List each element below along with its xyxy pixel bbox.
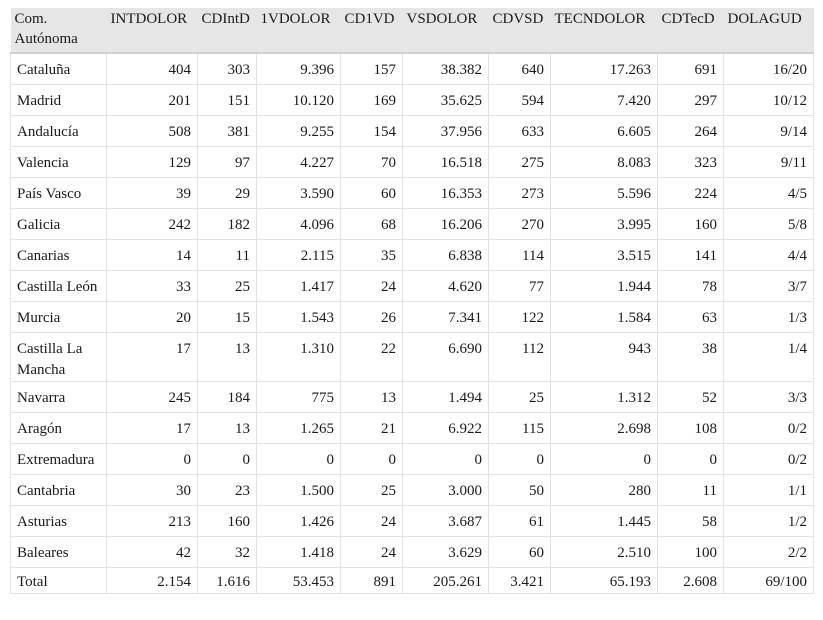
region-cell: Canarias (11, 240, 107, 271)
value-cell: 1.310 (257, 333, 341, 382)
data-table-container (10, 8, 813, 594)
value-cell: 1/4 (724, 333, 814, 382)
value-cell: 1.543 (257, 302, 341, 333)
region-cell: Navarra (11, 382, 107, 413)
value-cell: 50 (489, 475, 551, 506)
value-cell: 201 (107, 85, 198, 116)
value-cell: 6.838 (403, 240, 489, 271)
value-cell: 20 (107, 302, 198, 333)
value-cell: 160 (198, 506, 257, 537)
table-row (11, 444, 814, 475)
value-cell: 32 (198, 537, 257, 568)
value-cell: 0 (489, 444, 551, 475)
value-cell: 270 (489, 209, 551, 240)
region-cell: Aragón (11, 413, 107, 444)
value-cell: 4/4 (724, 240, 814, 271)
table-row (11, 271, 814, 302)
value-cell: 23 (198, 475, 257, 506)
value-cell: 2.154 (107, 568, 198, 594)
value-cell: 60 (489, 537, 551, 568)
data-table (10, 8, 814, 594)
value-cell: 1/2 (724, 506, 814, 537)
value-cell: 63 (658, 302, 724, 333)
region-cell: Cataluña (11, 53, 107, 85)
value-cell: 1.265 (257, 413, 341, 444)
value-cell: 60 (341, 178, 403, 209)
value-cell: 30 (107, 475, 198, 506)
value-cell: 1.944 (551, 271, 658, 302)
value-cell: 141 (658, 240, 724, 271)
value-cell: 6.690 (403, 333, 489, 382)
value-cell: 8.083 (551, 147, 658, 178)
column-header: CDVSD (489, 8, 551, 53)
value-cell: 35 (341, 240, 403, 271)
value-cell: 2.698 (551, 413, 658, 444)
value-cell: 13 (198, 413, 257, 444)
value-cell: 691 (658, 53, 724, 85)
value-cell: 1.616 (198, 568, 257, 594)
value-cell: 6.605 (551, 116, 658, 147)
value-cell: 129 (107, 147, 198, 178)
value-cell: 24 (341, 506, 403, 537)
value-cell: 1/1 (724, 475, 814, 506)
value-cell: 13 (198, 333, 257, 382)
region-cell: Cantabria (11, 475, 107, 506)
value-cell: 37.956 (403, 116, 489, 147)
value-cell: 5.596 (551, 178, 658, 209)
value-cell: 70 (341, 147, 403, 178)
value-cell: 39 (107, 178, 198, 209)
value-cell: 22 (341, 333, 403, 382)
value-cell: 1.500 (257, 475, 341, 506)
value-cell: 323 (658, 147, 724, 178)
value-cell: 160 (658, 209, 724, 240)
value-cell: 303 (198, 53, 257, 85)
value-cell: 3/7 (724, 271, 814, 302)
region-cell: Extremadura (11, 444, 107, 475)
value-cell: 26 (341, 302, 403, 333)
value-cell: 775 (257, 382, 341, 413)
table-row (11, 506, 814, 537)
table-body (11, 53, 814, 594)
value-cell: 4.620 (403, 271, 489, 302)
value-cell: 2.608 (658, 568, 724, 594)
value-cell: 1.312 (551, 382, 658, 413)
value-cell: 25 (489, 382, 551, 413)
value-cell: 38 (658, 333, 724, 382)
value-cell: 2.510 (551, 537, 658, 568)
value-cell: 404 (107, 53, 198, 85)
value-cell: 157 (341, 53, 403, 85)
value-cell: 97 (198, 147, 257, 178)
value-cell: 0 (658, 444, 724, 475)
value-cell: 0 (107, 444, 198, 475)
value-cell: 381 (198, 116, 257, 147)
column-header: CDIntD (198, 8, 257, 53)
value-cell: 4.096 (257, 209, 341, 240)
value-cell: 24 (341, 537, 403, 568)
value-cell: 4.227 (257, 147, 341, 178)
value-cell: 58 (658, 506, 724, 537)
region-cell: Madrid (11, 85, 107, 116)
value-cell: 184 (198, 382, 257, 413)
value-cell: 35.625 (403, 85, 489, 116)
value-cell: 1.494 (403, 382, 489, 413)
value-cell: 3.629 (403, 537, 489, 568)
table-row (11, 116, 814, 147)
value-cell: 242 (107, 209, 198, 240)
table-row (11, 333, 814, 382)
value-cell: 17 (107, 333, 198, 382)
value-cell: 15 (198, 302, 257, 333)
value-cell: 7.341 (403, 302, 489, 333)
value-cell: 1.445 (551, 506, 658, 537)
value-cell: 891 (341, 568, 403, 594)
region-cell: Asturias (11, 506, 107, 537)
value-cell: 14 (107, 240, 198, 271)
value-cell: 169 (341, 85, 403, 116)
value-cell: 9/14 (724, 116, 814, 147)
value-cell: 16.518 (403, 147, 489, 178)
value-cell: 0/2 (724, 444, 814, 475)
value-cell: 2/2 (724, 537, 814, 568)
value-cell: 224 (658, 178, 724, 209)
region-cell: Murcia (11, 302, 107, 333)
value-cell: 114 (489, 240, 551, 271)
header-row (11, 8, 814, 53)
value-cell: 0 (403, 444, 489, 475)
value-cell: 182 (198, 209, 257, 240)
value-cell: 0 (551, 444, 658, 475)
value-cell: 280 (551, 475, 658, 506)
value-cell: 16.353 (403, 178, 489, 209)
value-cell: 17 (107, 413, 198, 444)
value-cell: 17.263 (551, 53, 658, 85)
value-cell: 264 (658, 116, 724, 147)
value-cell: 1/3 (724, 302, 814, 333)
region-cell: Castilla La Mancha (11, 333, 107, 382)
column-header: TECNDOLOR (551, 8, 658, 53)
value-cell: 42 (107, 537, 198, 568)
table-row (11, 209, 814, 240)
value-cell: 16.206 (403, 209, 489, 240)
table-row (11, 413, 814, 444)
value-cell: 7.420 (551, 85, 658, 116)
value-cell: 78 (658, 271, 724, 302)
value-cell: 21 (341, 413, 403, 444)
value-cell: 9.396 (257, 53, 341, 85)
region-cell: Baleares (11, 537, 107, 568)
value-cell: 154 (341, 116, 403, 147)
value-cell: 273 (489, 178, 551, 209)
value-cell: 77 (489, 271, 551, 302)
table-row (11, 147, 814, 178)
value-cell: 65.193 (551, 568, 658, 594)
value-cell: 112 (489, 333, 551, 382)
value-cell: 115 (489, 413, 551, 444)
value-cell: 25 (198, 271, 257, 302)
total-row (11, 568, 814, 594)
value-cell: 13 (341, 382, 403, 413)
value-cell: 151 (198, 85, 257, 116)
value-cell: 633 (489, 116, 551, 147)
value-cell: 108 (658, 413, 724, 444)
region-cell: País Vasco (11, 178, 107, 209)
value-cell: 640 (489, 53, 551, 85)
column-header: CD1VD (341, 8, 403, 53)
value-cell: 122 (489, 302, 551, 333)
table-row (11, 53, 814, 85)
value-cell: 25 (341, 475, 403, 506)
value-cell: 508 (107, 116, 198, 147)
value-cell: 69/100 (724, 568, 814, 594)
value-cell: 1.418 (257, 537, 341, 568)
value-cell: 3.000 (403, 475, 489, 506)
value-cell: 11 (658, 475, 724, 506)
table-row (11, 85, 814, 116)
value-cell: 3/3 (724, 382, 814, 413)
value-cell: 68 (341, 209, 403, 240)
value-cell: 52 (658, 382, 724, 413)
value-cell: 594 (489, 85, 551, 116)
value-cell: 1.584 (551, 302, 658, 333)
table-row (11, 537, 814, 568)
value-cell: 10.120 (257, 85, 341, 116)
value-cell: 0 (257, 444, 341, 475)
region-cell: Andalucía (11, 116, 107, 147)
table-row (11, 382, 814, 413)
value-cell: 24 (341, 271, 403, 302)
value-cell: 16/20 (724, 53, 814, 85)
column-header: CDTecD (658, 8, 724, 53)
column-header: 1VDOLOR (257, 8, 341, 53)
value-cell: 3.687 (403, 506, 489, 537)
value-cell: 100 (658, 537, 724, 568)
value-cell: 1.426 (257, 506, 341, 537)
table-header (11, 8, 814, 53)
region-cell: Galicia (11, 209, 107, 240)
value-cell: 29 (198, 178, 257, 209)
table-row (11, 302, 814, 333)
value-cell: 3.995 (551, 209, 658, 240)
value-cell: 38.382 (403, 53, 489, 85)
region-cell: Valencia (11, 147, 107, 178)
value-cell: 9/11 (724, 147, 814, 178)
value-cell: 9.255 (257, 116, 341, 147)
value-cell: 213 (107, 506, 198, 537)
value-cell: 2.115 (257, 240, 341, 271)
value-cell: 205.261 (403, 568, 489, 594)
value-cell: 33 (107, 271, 198, 302)
value-cell: 3.590 (257, 178, 341, 209)
value-cell: 0/2 (724, 413, 814, 444)
value-cell: 61 (489, 506, 551, 537)
value-cell: 11 (198, 240, 257, 271)
value-cell: 245 (107, 382, 198, 413)
column-header: DOLAGUD (724, 8, 814, 53)
value-cell: 1.417 (257, 271, 341, 302)
table-row (11, 475, 814, 506)
column-header: INTDOLOR (107, 8, 198, 53)
region-cell: Castilla León (11, 271, 107, 302)
value-cell: 943 (551, 333, 658, 382)
value-cell: 297 (658, 85, 724, 116)
value-cell: 10/12 (724, 85, 814, 116)
value-cell: 3.421 (489, 568, 551, 594)
value-cell: 4/5 (724, 178, 814, 209)
table-row (11, 178, 814, 209)
value-cell: 275 (489, 147, 551, 178)
value-cell: 53.453 (257, 568, 341, 594)
value-cell: 3.515 (551, 240, 658, 271)
column-header: VSDOLOR (403, 8, 489, 53)
value-cell: 0 (341, 444, 403, 475)
value-cell: 6.922 (403, 413, 489, 444)
table-row (11, 240, 814, 271)
column-header: Com. Autónoma (11, 8, 107, 53)
value-cell: 0 (198, 444, 257, 475)
value-cell: 5/8 (724, 209, 814, 240)
region-cell: Total (11, 568, 107, 594)
